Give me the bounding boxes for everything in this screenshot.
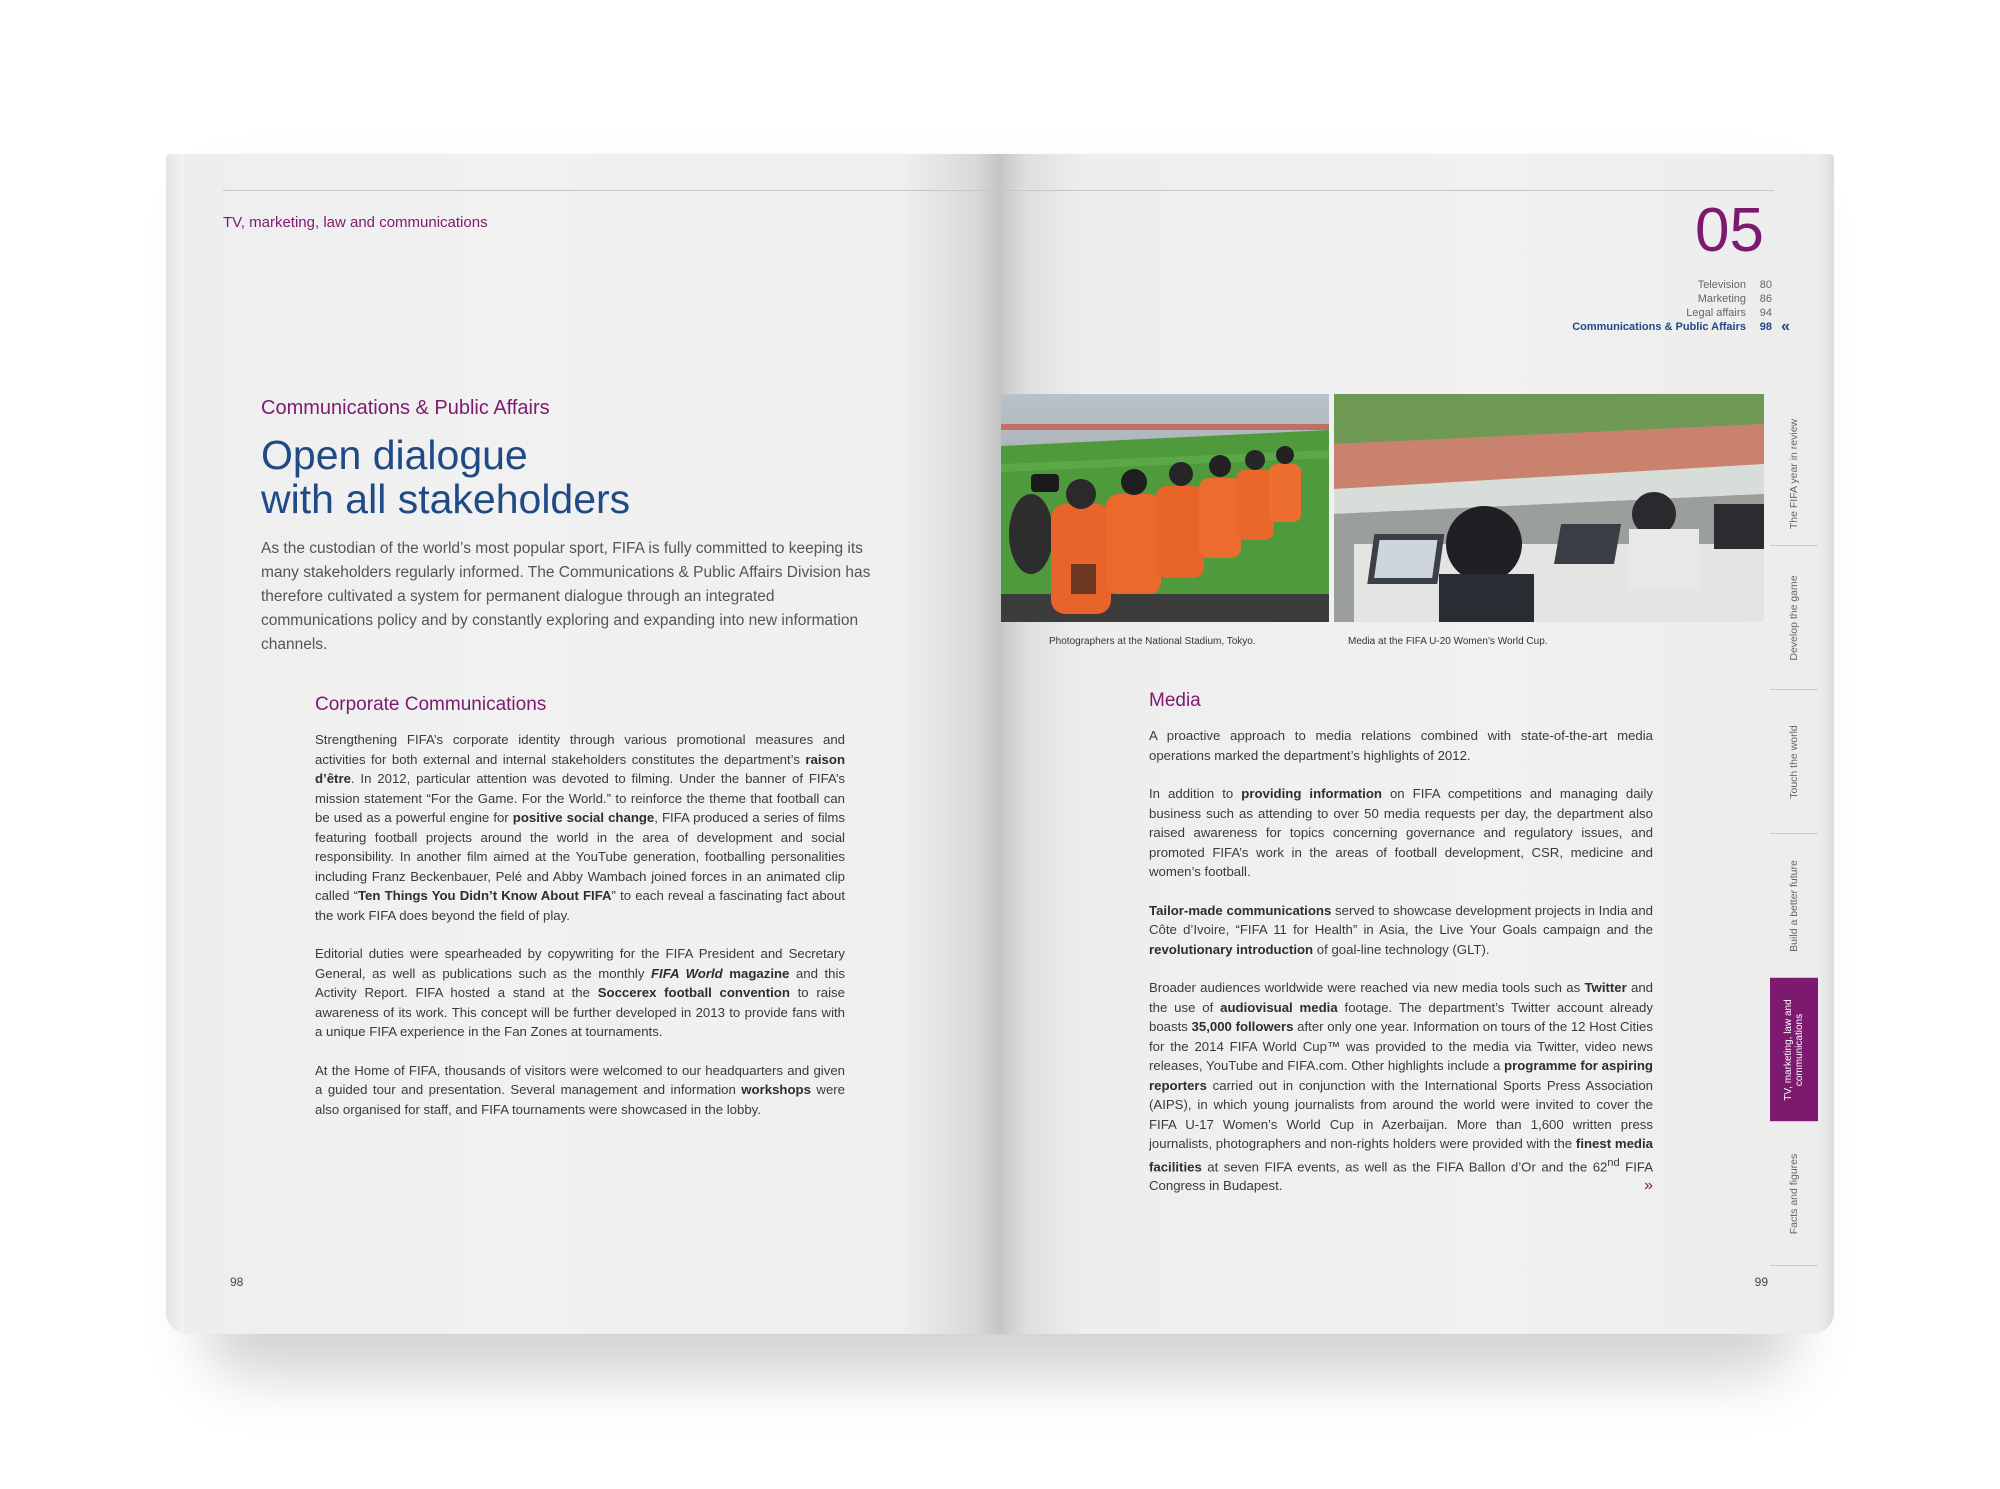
chapter-toc (1512, 278, 1790, 335)
side-tab[interactable]: Facts and figures (1770, 1122, 1818, 1266)
media-column (1149, 690, 1653, 1215)
toc-item-active: Communications & Public Affairs 98 « (1572, 318, 1790, 335)
top-rule (223, 190, 1001, 191)
brochure-spread (166, 154, 1834, 1334)
subhead-corporate-communications: Corporate Communications (315, 694, 547, 715)
photo-caption-1: Photographers at the National Stadium, Tokyo. (1049, 636, 1256, 647)
paragraph: Editorial duties were spearheaded by copywriting for the FIFA President and Secretary General, as well as publications such as the monthly FIFA World magazine and this Activity Report. FIFA hosted a stand at the Soccerex football convention to raise awareness of its work. This concept will be further developed in 2013 to provide fans with a unique FIFA experience in the Fan Zones at tournaments. (315, 946, 845, 1039)
page-edge (166, 154, 184, 1334)
toc-item: Television 80 (1697, 279, 1772, 291)
current-section-marker-icon: « (1781, 318, 1790, 335)
photo-media-tribune (1334, 394, 1764, 622)
page-number: 98 (230, 1275, 244, 1289)
photo-caption-2: Media at the FIFA U-20 Women’s World Cup. (1348, 636, 1548, 647)
chapter-side-tabs (1770, 402, 1818, 1266)
left-page (166, 154, 1001, 1334)
paragraph: Broader audiences worldwide were reached via new media tools such as Twitter and the use of audiovisual media footage. The department’s Twitter account already boasts 35,000 followers after only one year. Information on tours of the 12 Host Cities for the 2014 FIFA World Cup™ was provided to the media via Twitter, video news releases, YouTube and FIFA.com. Other highlights include a programme for aspiring reporters carried out in conjunction with the International Sports Press Association (AIPS), in which young journalists from around the world were invited to cover the FIFA U-17 Women’s World Cup in Azerbaijan. More than 1,600 written press journalists, photographers and non-rights holders were provided with the finest media facilities at seven FIFA events, as well as the FIFA Ballon d’Or and the 62nd FIFA Congress in Budapest. » (1149, 980, 1654, 1195)
chapter-number: 05 (1695, 196, 1764, 265)
continue-arrow-icon: » (1644, 1177, 1653, 1195)
side-tab[interactable]: Touch the world (1770, 690, 1818, 834)
headline-line-1: Open dialogue (261, 432, 528, 478)
paragraph: In addition to providing information on FIFA competitions and managing daily business such as attending to over 50 media requests per day, the department also raised awareness for topics concerning governance and regulatory issues, and promoted FIFA’s work in the areas of football development, CSR, medicine and women’s football. (1149, 786, 1654, 879)
section-label: Communications & Public Affairs (261, 397, 550, 419)
paragraph: At the Home of FIFA, thousands of visitors were welcomed to our headquarters and given a guided tour and presentation. Several management and information workshops were also organised for staff, and FIFA tournaments were showcased in the lobby. (315, 1062, 846, 1117)
subhead-media: Media (1149, 690, 1201, 711)
paragraph: Strengthening FIFA’s corporate identity through various promotional measures and activities for both external and internal stakeholders constitutes the department’s raison d’être. In 2012, particular attention was devoted to filming. Under the banner of FIFA’s mission statement “For the Game. For the World.” to reinforce the theme that football can be used as a powerful engine for positive social change, FIFA produced a series of films featuring football projects around the world in the area of development and social responsibility. In another film aimed at the YouTube generation, footballing personalities including Franz Beckenbauer, Pelé and Abby Wambach joined forces in an animated clip called “Ten Things You Didn’t Know About FIFA” to each reveal a fascinating fact about the work FIFA does beyond the field of play. (315, 732, 846, 923)
corporate-communications-column (315, 694, 845, 1138)
toc-item: Legal affairs 94 (1686, 307, 1772, 319)
intro-paragraph: As the custodian of the world’s most popular sport, FIFA is fully committed to keeping its many stakeholders regularly informed. The Communications & Public Affairs Division has therefore cultivated a system for permanent dialogue through an integrated communications policy and by constantly exploring and expanding into new information channels. (261, 540, 871, 653)
paragraph: A proactive approach to media relations combined with state-of-the-art media operations marked the department’s highlights of 2012. (1149, 728, 1653, 763)
side-tab-active[interactable]: TV, marketing, law and communications (1770, 978, 1818, 1122)
side-tab[interactable]: Develop the game (1770, 546, 1818, 690)
side-tab[interactable]: The FIFA year in review (1770, 402, 1818, 546)
side-tab[interactable]: Build a better future (1770, 834, 1818, 978)
right-page (1001, 154, 1834, 1334)
page-edge (1820, 154, 1834, 1334)
headline-line-2: with all stakeholders (261, 476, 631, 522)
page-number: 99 (1754, 1275, 1768, 1289)
running-head: TV, marketing, law and communications (223, 214, 488, 231)
top-rule (1001, 190, 1774, 191)
page-title (261, 433, 630, 521)
paragraph: Tailor-made communications served to showcase development projects in India and Côte d’Ivoire, “FIFA 11 for Health” in Asia, the Live Your Goals campaign and the revolutionary introduction of goal-line technology (GLT). (1149, 902, 1653, 957)
toc-item: Marketing 86 (1697, 293, 1772, 305)
photo-photographers (1001, 394, 1329, 622)
